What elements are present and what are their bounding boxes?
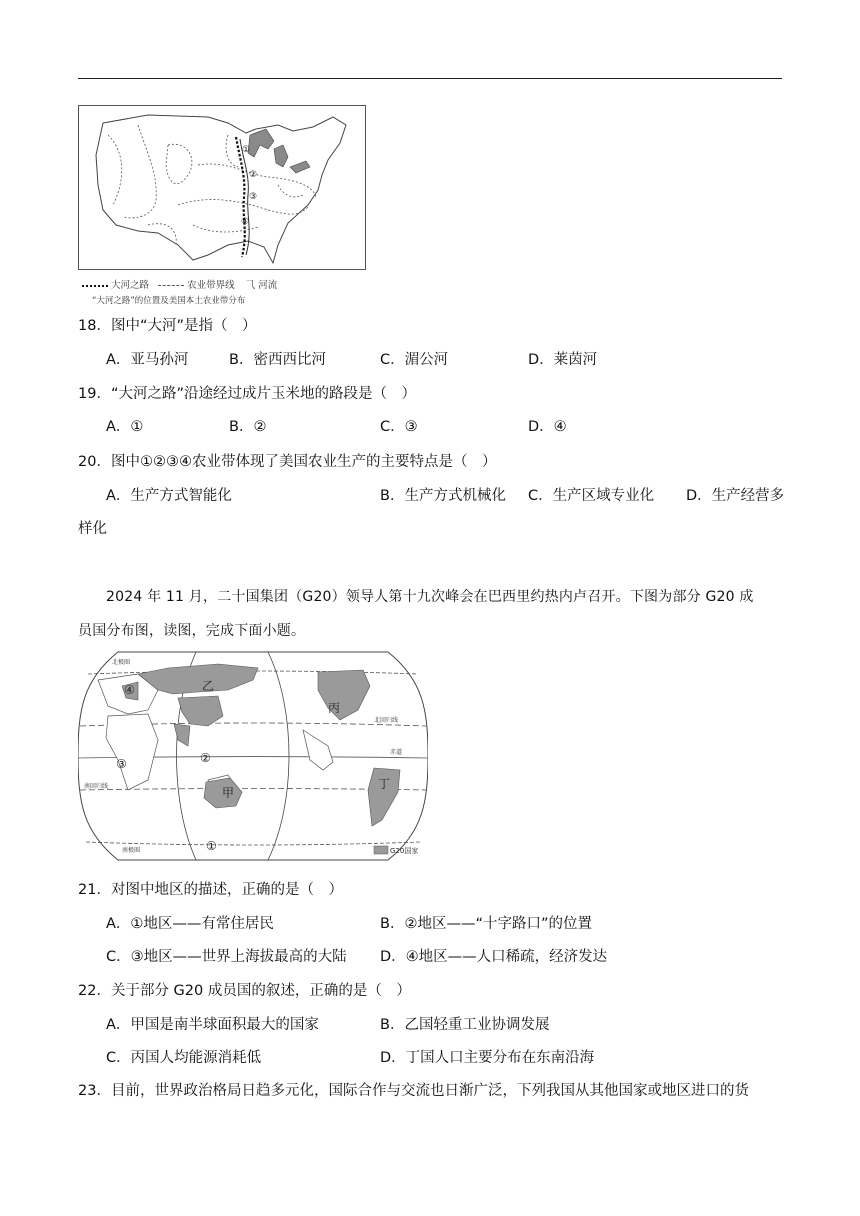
q22-stem: 22．关于部分 G20 成员国的叙述，正确的是（ ） (78, 983, 411, 999)
region-marker-4: ④ (124, 683, 135, 697)
q21-option-d[interactable]: D．④地区——人口稀疏，经济发达 (380, 949, 608, 965)
q21-option-a[interactable]: A．①地区——有常住居民 (106, 916, 274, 932)
passage-line-1: 2024 年 11 月，二十国集团（G20）领导人第十九次峰会在巴西里约热内卢召开。下图为部分 G20 成 (106, 589, 754, 605)
q19-option-c[interactable]: C．③ (380, 419, 418, 435)
map1-legend (82, 277, 277, 291)
antarctic-circle-label: 南极圈 (122, 847, 141, 854)
route-legend-line (82, 285, 108, 287)
tropic-cancer-label: 北回归线 (374, 717, 399, 724)
q18-option-a[interactable]: A．亚马孙河 (106, 352, 189, 368)
q21-option-b[interactable]: B．②地区——“十字路口”的位置 (380, 916, 592, 932)
region-marker-1: ① (206, 839, 217, 853)
map1-caption: “大河之路”的位置及美国本土农业带分布 (92, 296, 246, 306)
q18-option-d[interactable]: D．莱茵河 (528, 352, 598, 368)
g20-world-map (78, 650, 428, 862)
map1-marker-2: ② (249, 170, 258, 180)
q22-option-c[interactable]: C．丙国人均能源消耗低 (106, 1050, 262, 1066)
g20-legend-swatch (374, 846, 388, 854)
region-marker-3: ③ (116, 757, 127, 771)
q18-option-c[interactable]: C．湄公河 (380, 352, 449, 368)
arctic-circle-label: 北极圈 (112, 659, 131, 666)
q23-stem: 23．目前，世界政治格局日趋多元化，国际合作与交流也日渐广泛，下列我国从其他国家或地区进口的货 (78, 1083, 749, 1099)
q18-option-b[interactable]: B．密西西比河 (229, 352, 326, 368)
boundary-legend-label: 农业带界线 (187, 280, 235, 291)
map1-marker-3: ③ (249, 192, 258, 202)
q21-stem: 21．对图中地区的描述，正确的是（ ） (78, 882, 343, 898)
country-label-yi: 乙 (202, 679, 215, 693)
country-label-jia: 甲 (222, 786, 235, 800)
q20-option-c[interactable]: C．生产区域专业化 (528, 488, 655, 504)
map1-marker-4: ④ (241, 217, 250, 227)
q18-stem: 18．图中“大河”是指（ ） (78, 318, 257, 334)
route-legend-label: 大河之路 (111, 280, 150, 291)
region-marker-2: ② (200, 751, 211, 765)
q19-stem: 19．“大河之路”沿途经过成片玉米地的路段是（ ） (78, 386, 416, 402)
q20-option-b[interactable]: B．生产方式机械化 (380, 488, 506, 504)
country-label-bing: 丙 (328, 701, 341, 715)
q19-option-a[interactable]: A．① (106, 419, 144, 435)
q20-stem: 20．图中①②③④农业带体现了美国农业生产的主要特点是（ ） (78, 454, 497, 470)
q22-option-a[interactable]: A．甲国是南半球面积最大的国家 (106, 1017, 319, 1033)
tropic-capricorn-label: 南回归线 (84, 783, 109, 790)
river-legend-icon: ⺄ (245, 280, 256, 291)
header-rule (78, 78, 782, 79)
boundary-legend-line (158, 285, 184, 286)
q20-option-d-continuation: 样化 (78, 521, 107, 537)
map1-marker-1: ① (242, 145, 251, 155)
q20-option-a[interactable]: A．生产方式智能化 (106, 488, 232, 504)
country-label-ding: 丁 (378, 777, 391, 791)
q20-option-d[interactable]: D．生产经营多 (686, 488, 785, 504)
river-legend-label: 河流 (258, 280, 278, 291)
equator-label: 赤道 (390, 749, 403, 756)
q21-option-c[interactable]: C．③地区——世界上海拔最高的大陆 (106, 949, 347, 965)
q22-option-b[interactable]: B．乙国轻重工业协调发展 (380, 1017, 550, 1033)
passage-line-2: 员国分布图，读图，完成下面小题。 (78, 623, 306, 639)
q19-option-d[interactable]: D．④ (528, 419, 567, 435)
q19-option-b[interactable]: B．② (229, 419, 267, 435)
g20-legend-label: G20国家 (390, 847, 419, 855)
q22-option-d[interactable]: D．丁国人口主要分布在东南沿海 (380, 1050, 595, 1066)
usa-agriculture-map (78, 105, 366, 270)
